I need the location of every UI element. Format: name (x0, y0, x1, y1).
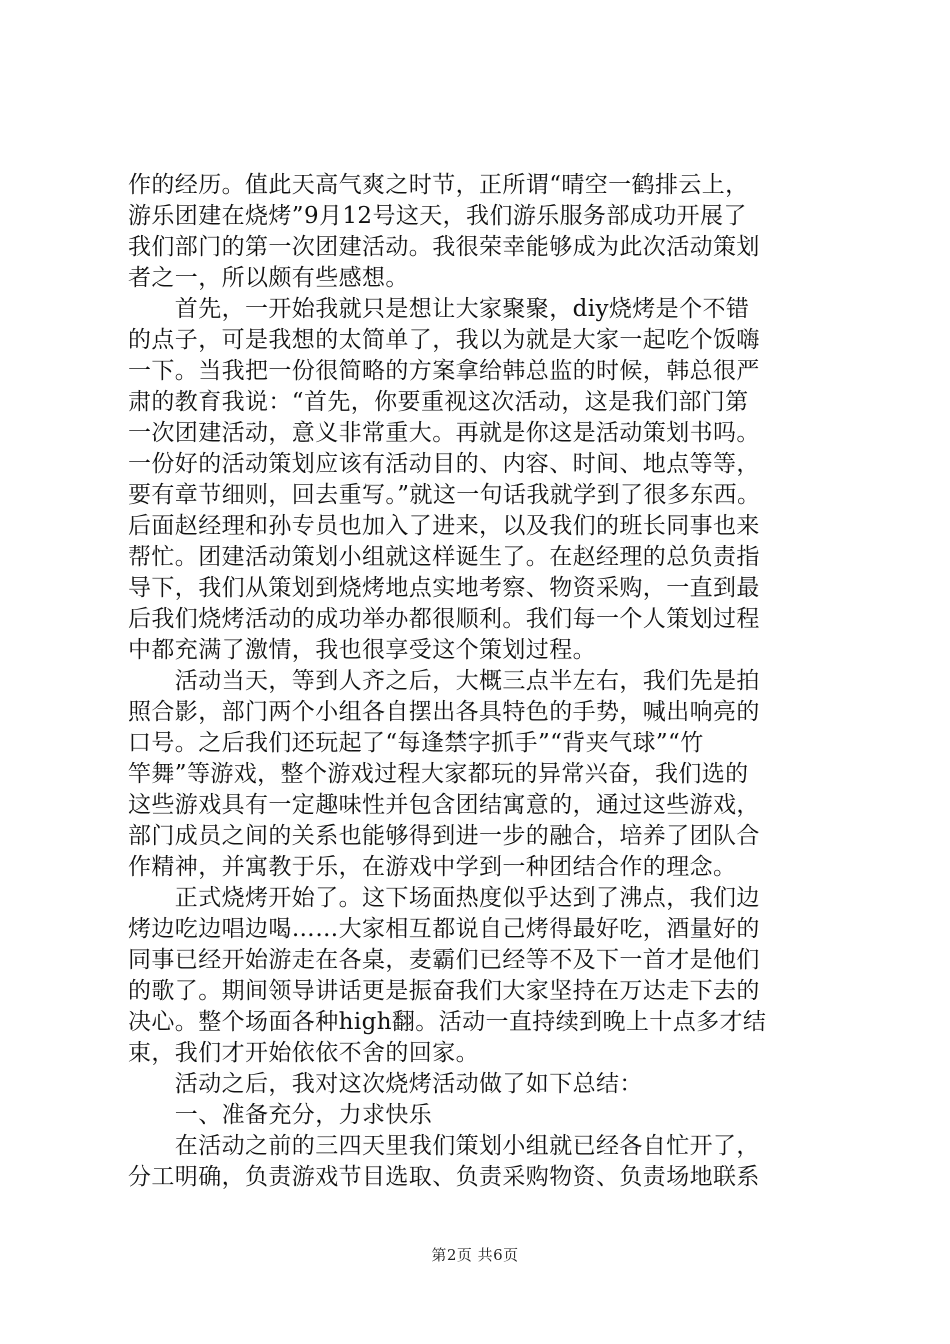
text-line: 分工明确，负责游戏节目选取、负责采购物资、负责场地联系 (128, 1164, 760, 1190)
text-line: 正式烧烤开始了。这下场面热度似乎达到了沸点，我们边 (128, 885, 760, 911)
text-line: 的歌了。期间领导讲话更是振奋我们大家坚持在万达走下去的 (128, 978, 760, 1004)
text-line: 口号。之后我们还玩起了“每逢禁字抓手”“背夹气球”“竹 (128, 730, 704, 756)
text-line: 一份好的活动策划应该有活动目的、内容、时间、地点等等， (128, 451, 760, 477)
text-line: 照合影，部门两个小组各自摆出各具特色的手势，喊出响亮的 (128, 699, 760, 725)
text-line: 活动之后，我对这次烧烤活动做了如下总结： (128, 1071, 643, 1097)
text-line: 部门成员之间的关系也能够得到进一步的融合，培养了团队合 (128, 823, 760, 849)
text-line: 一次团建活动，意义非常重大。再就是你这是活动策划书吗。 (128, 420, 760, 446)
text-line: 导下，我们从策划到烧烤地点实地考察、物资采购，一直到最 (128, 575, 760, 601)
text-line: 帮忙。团建活动策划小组就这样诞生了。在赵经理的总负责指 (128, 544, 760, 570)
text-line: 要有章节细则，回去重写。”就这一句话我就学到了很多东西。 (128, 482, 761, 508)
text-line: 活动当天，等到人齐之后，大概三点半左右，我们先是拍 (128, 668, 760, 694)
text-line: 者之一，所以颇有些感想。 (128, 265, 409, 291)
body-text (128, 170, 833, 1193)
text-line: 烤边吃边唱边喝……大家相互都说自己烤得最好吃，酒量好的 (128, 916, 760, 942)
text-line: 一、准备充分，力求快乐 (128, 1102, 433, 1128)
text-line: 作精神，并寓教于乐，在游戏中学到一种团结合作的理念。 (128, 854, 737, 880)
text-line: 中都充满了激情，我也很享受这个策划过程。 (128, 637, 596, 663)
text-line: 决心。整个场面各种high翻。活动一直持续到晚上十点多才结 (128, 1009, 767, 1035)
text-line: 首先，一开始我就只是想让大家聚聚，diy烧烤是个不错 (128, 296, 750, 322)
text-line: 后我们烧烤活动的成功举办都很顺利。我们每一个人策划过程 (128, 606, 760, 632)
text-line: 游乐团建在烧烤”9月12号这天，我们游乐服务部成功开展了 (128, 203, 747, 229)
text-line: 我们部门的第一次团建活动。我很荣幸能够成为此次活动策划 (128, 234, 760, 260)
text-line: 在活动之前的三四天里我们策划小组就已经各自忙开了， (128, 1133, 760, 1159)
text-line: 后面赵经理和孙专员也加入了进来，以及我们的班长同事也来 (128, 513, 760, 539)
text-line: 竿舞”等游戏，整个游戏过程大家都玩的异常兴奋，我们选的 (128, 761, 749, 787)
text-line: 同事已经开始游走在各桌，麦霸们已经等不及下一首才是他们 (128, 947, 760, 973)
text-line: 这些游戏具有一定趣味性并包含团结寓意的，通过这些游戏， (128, 792, 760, 818)
text-line: 束，我们才开始依依不舍的回家。 (128, 1040, 479, 1066)
text-line: 一下。当我把一份很简略的方案拿给韩总监的时候，韩总很严 (128, 358, 760, 384)
text-line: 作的经历。值此天高气爽之时节，正所谓“晴空一鹤排云上， (128, 172, 749, 198)
text-line: 肃的教育我说：“首先，你要重视这次活动，这是我们部门第 (128, 389, 749, 415)
text-line: 的点子，可是我想的太简单了，我以为就是大家一起吃个饭嗨 (128, 327, 760, 353)
page-footer: 第2页 共6页 (431, 1246, 519, 1264)
